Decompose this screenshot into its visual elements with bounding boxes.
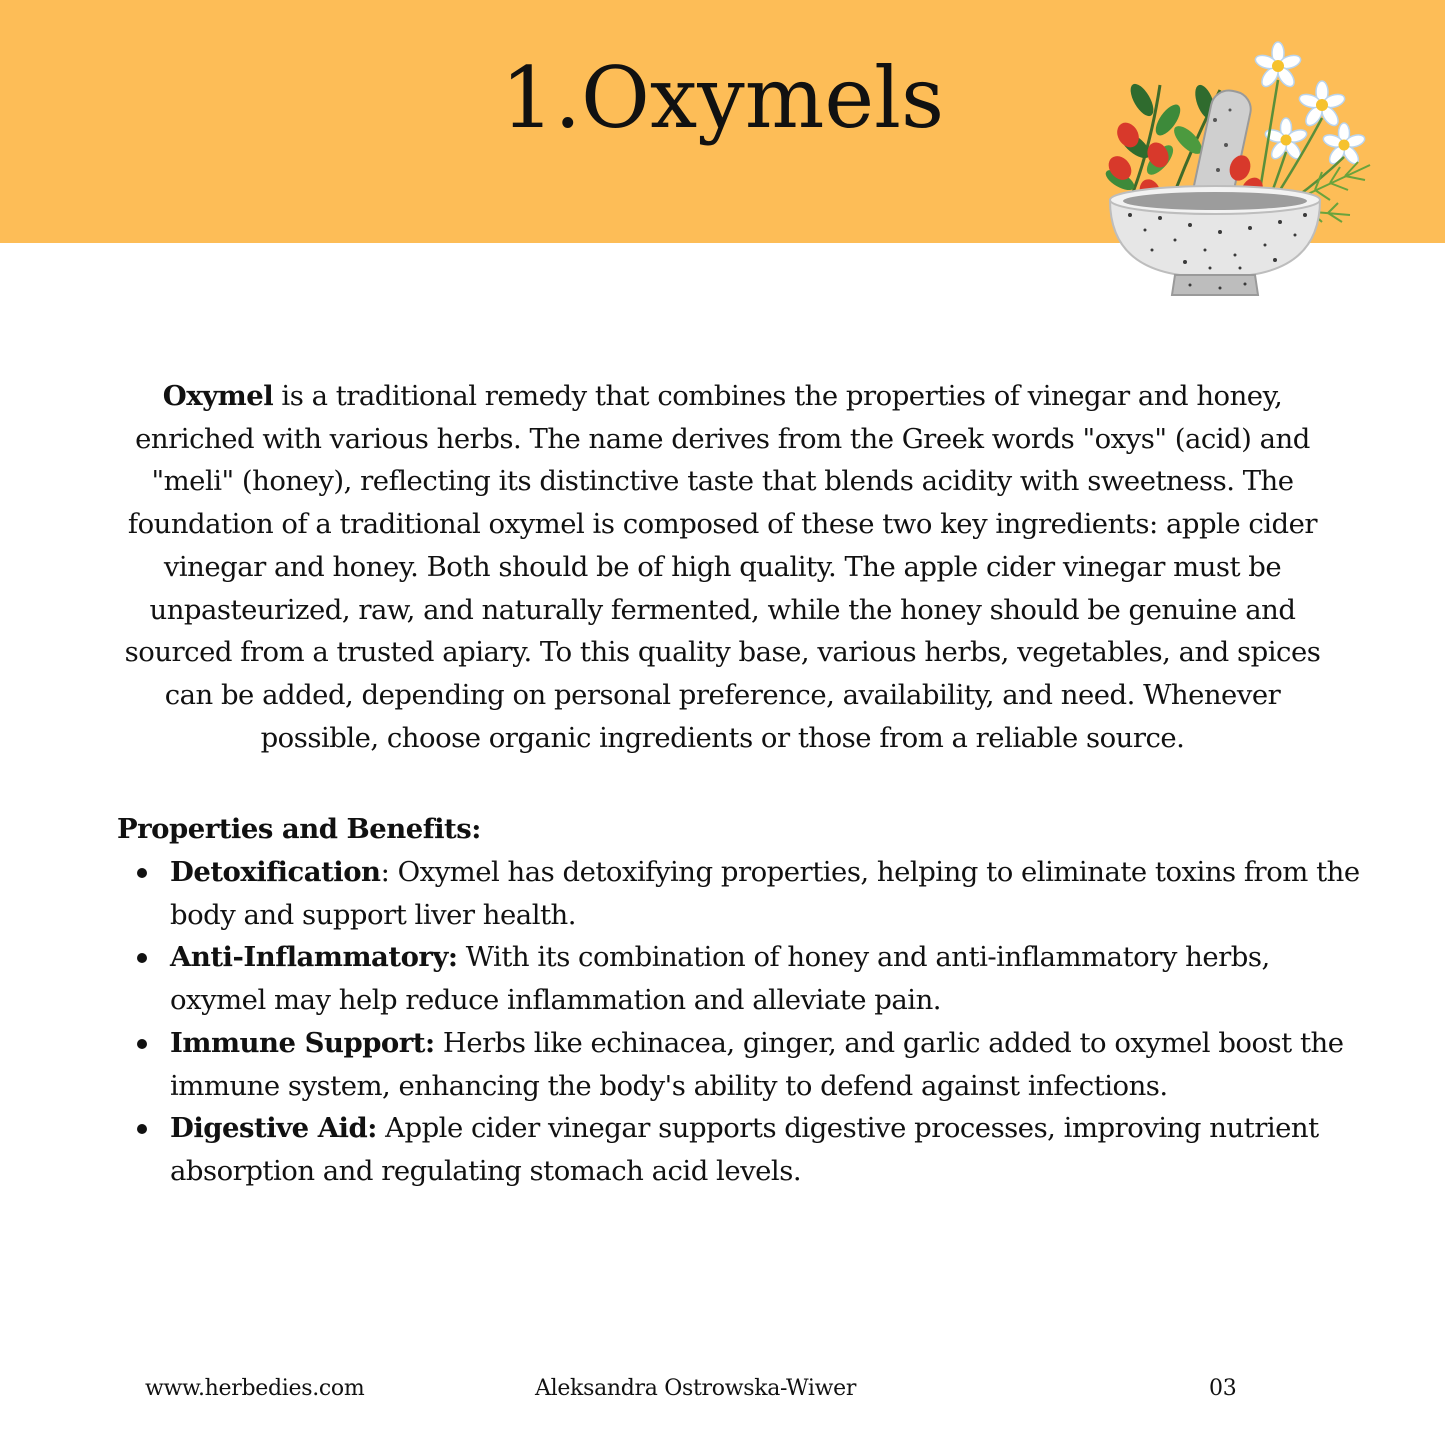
bullet-icon	[137, 1039, 147, 1049]
benefit-description: : Oxymel has detoxifying properties, helping to eliminate toxins from the body and support liver health.	[170, 856, 1360, 931]
intro-lead-term: Oxymel	[162, 380, 274, 412]
benefits-list	[170, 851, 1360, 1193]
benefit-term: Detoxification	[170, 856, 381, 888]
benefit-term: Anti-Inflammatory:	[170, 941, 458, 974]
list-item	[170, 1022, 1360, 1107]
chamomile-flowers	[1254, 42, 1367, 166]
list-item	[170, 1107, 1360, 1192]
list-item	[170, 936, 1360, 1021]
bullet-icon	[137, 953, 147, 963]
intro-text: is a traditional remedy that combines the properties of vinegar and honey, enriched with various herbs. The name derives from the Greek words "oxys" (acid) and "meli" (honey), reflecting its distinctive taste that blends acidity with sweetness. The foundation of a traditional oxymel is composed of these two key ingredients: apple cider vinegar and honey. Both should be of high quality. The apple cider vinegar must be unpasteurized, raw, and naturally fermented, while the honey should be genuine and sourced from a trusted apiary. To this quality base, various herbs, vegetables, and spices can be added, depending on personal preference, availability, and need. Whenever possible, choose organic ingredients or those from a reliable source.	[124, 380, 1321, 754]
intro-paragraph	[110, 375, 1335, 759]
bullet-icon	[137, 868, 147, 878]
mortar-bowl	[1110, 186, 1320, 295]
bullet-icon	[137, 1124, 147, 1134]
footer-author: Aleksandra Ostrowska-Wiwer	[535, 1376, 857, 1401]
footer-website[interactable]: www.herbedies.com	[145, 1376, 365, 1401]
mortar-and-pestle-with-herbs-icon	[1090, 40, 1390, 302]
benefit-description: Apple cider vinegar supports digestive processes, improving nutrient absorption and regulating stomach acid levels.	[170, 1112, 1319, 1187]
page-number: 03	[1209, 1376, 1237, 1401]
benefit-description: With its combination of honey and anti-inflammatory herbs, oxymel may help reduce inflammation and alleviate pain.	[170, 941, 1270, 1017]
page-title: 1.Oxymels	[500, 49, 945, 147]
list-item	[170, 851, 1360, 936]
benefit-description: Herbs like echinacea, ginger, and garlic added to oxymel boost the immune system, enhancing the body's ability to defend against infections.	[170, 1026, 1344, 1102]
benefits-heading: Properties and Benefits:	[117, 813, 481, 845]
benefit-term: Digestive Aid:	[170, 1112, 377, 1145]
benefit-term: Immune Support:	[170, 1026, 435, 1059]
